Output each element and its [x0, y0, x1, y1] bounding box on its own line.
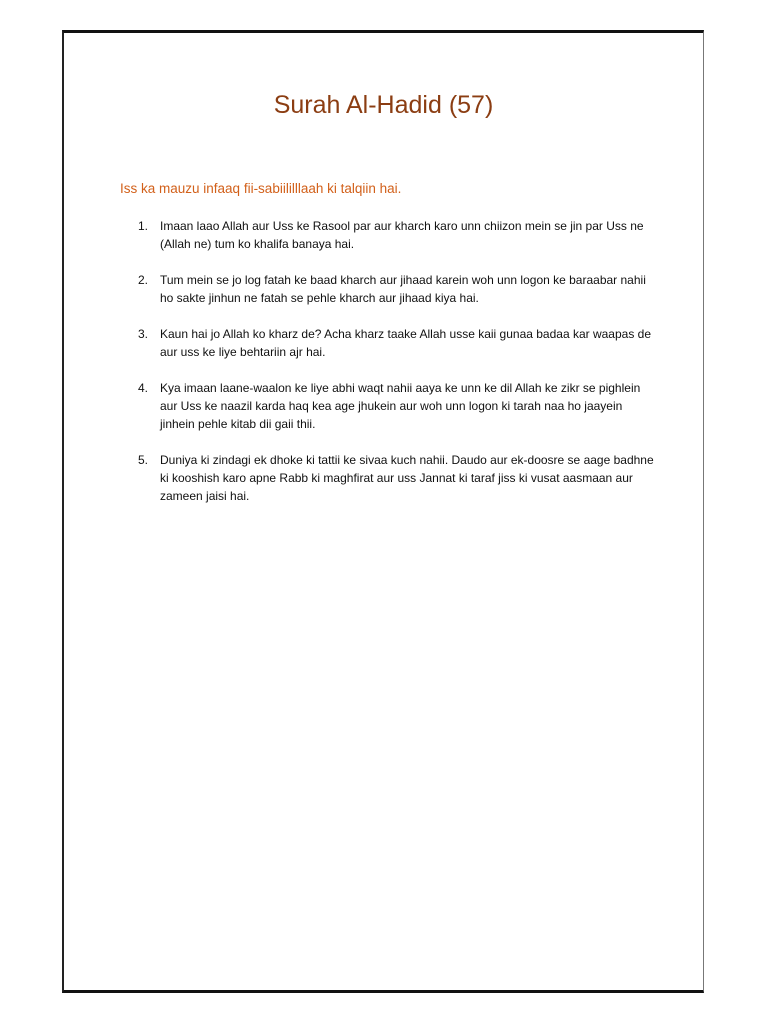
list-item — [138, 325, 658, 361]
list-item — [138, 217, 658, 253]
list-item-text: Tum mein se jo log fatah ke baad kharch aur jihaad karein woh unn logon ke baraabar nahii ho sakte jinhun ne fatah se pehle kharch aur jihaad kiya hai. — [160, 273, 646, 305]
list-item — [138, 379, 658, 433]
list-item-text: Duniya ki zindagi ek dhoke ki tattii ke sivaa kuch nahii. Daudo aur ek-doosre se aage badhne ki kooshish karo apne Rabb ki maghfirat aur uss Jannat ki taraf jiss ki vusat aasmaan aur zameen jaisi hai. — [160, 453, 654, 503]
numbered-list — [138, 217, 658, 523]
page-subtitle: Iss ka mauzu infaaq fii-sabiililllaah ki talqiin hai. — [120, 181, 402, 196]
list-item-text: Kaun hai jo Allah ko kharz de? Acha kharz taake Allah usse kaii gunaa badaa kar waapas de aur uss ke liye behtariin ajr hai. — [160, 327, 651, 359]
list-item-number: 4. — [138, 381, 149, 395]
page-title: Surah Al-Hadid (57) — [273, 91, 494, 119]
document-page — [62, 30, 704, 993]
list-item — [138, 271, 658, 307]
list-item-number: 5. — [138, 453, 149, 467]
list-item-number: 2. — [138, 273, 149, 287]
list-item-number: 3. — [138, 327, 149, 341]
list-item — [138, 451, 658, 505]
list-item-number: 1. — [138, 219, 149, 233]
list-item-text: Kya imaan laane-waalon ke liye abhi waqt nahii aaya ke unn ke dil Allah ke zikr se pighlein aur Uss ke naazil karda haq kea age jhukein aur woh unn logon ki tarah naa ho jaayein jinhein pehle kitab dii gaii thii. — [160, 381, 641, 431]
list-item-text: Imaan laao Allah aur Uss ke Rasool par aur kharch karo unn chiizon mein se jin par Uss ne (Allah ne) tum ko khalifa banaya hai. — [160, 219, 644, 251]
